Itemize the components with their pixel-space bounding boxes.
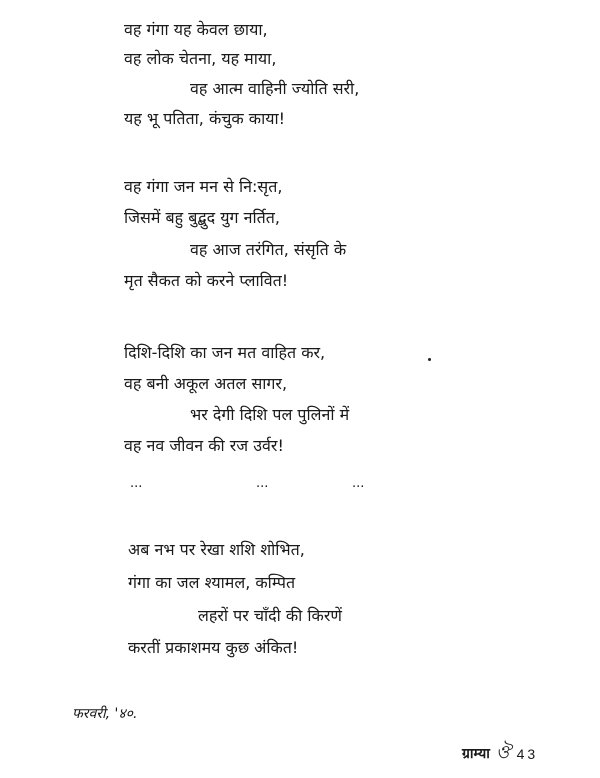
poem-line: गंगा का जल श्यामल, कम्पित [128, 573, 296, 592]
poem-line: अब नभ पर रेखा शशि शोभित, [128, 540, 305, 559]
poem-line: वह लोक चेतना, यह माया, [124, 49, 277, 68]
page-number: 43 [516, 745, 539, 762]
poem-line-indented: वह आत्म वाहिनी ज्योति सरी, [190, 79, 360, 98]
poem-line-indented: भर देगी दिशि पल पुलिनों में [190, 405, 350, 424]
poem-line-indented: वह आज तरंगित, संसृति के [190, 240, 347, 259]
page-footer [462, 738, 538, 769]
poem-line: यह भू पतिता, कंचुक काया! [124, 109, 286, 128]
poem-line: वह गंगा जन मन से नि:सृत, [124, 177, 283, 196]
ink-speck [428, 358, 431, 361]
poem-line-indented: लहरों पर चाँदी की किरणें [198, 606, 342, 625]
poem-line: वह बनी अकूल अतल सागर, [124, 374, 288, 393]
poem-line: जिसमें बहु बुद्बुद युग नर्तित, [124, 208, 280, 227]
ellipsis: ... [352, 476, 365, 491]
ellipsis: ... [256, 476, 269, 491]
book-title: ग्राम्या [462, 746, 490, 762]
ellipsis: ... [130, 476, 143, 491]
poem-line: मृत सैकत को करने प्लावित! [124, 271, 289, 290]
poem-line: करतीं प्रकाशमय कुछ अंकित! [128, 638, 299, 657]
poem-date: फरवरी, '४०. [72, 706, 138, 722]
poem-line: वह गंगा यह केवल छाया, [124, 20, 268, 39]
poem-line: वह नव जीवन की रज उर्वर! [124, 436, 284, 455]
poem-line: दिशि-दिशि का जन मत वाहित कर, [124, 343, 326, 362]
ornament-icon: ঔ [495, 742, 511, 763]
